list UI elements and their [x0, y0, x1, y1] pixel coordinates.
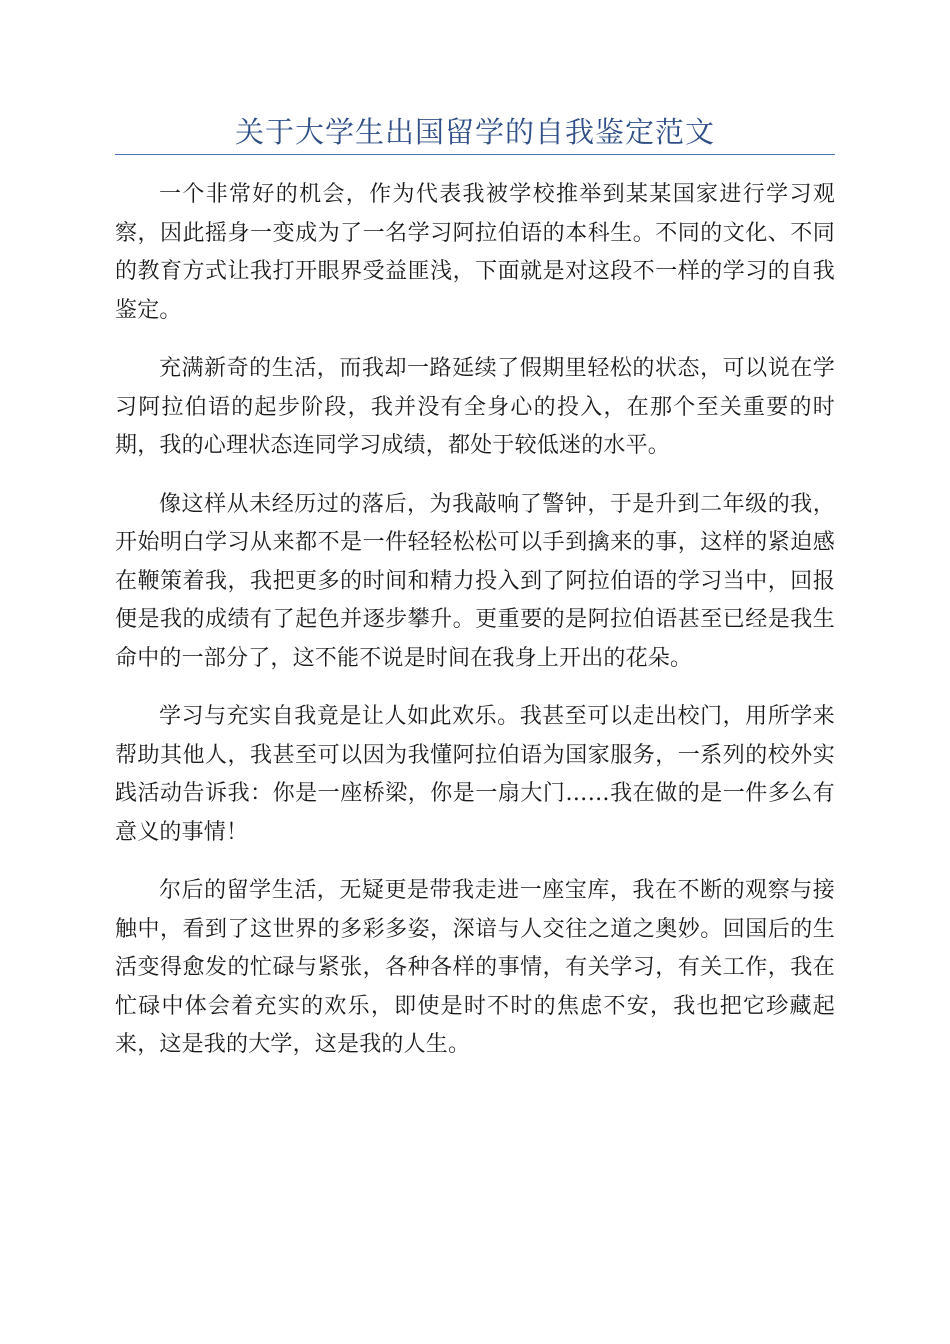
paragraph-2: 充满新奇的生活，而我却一路延续了假期里轻松的状态，可以说在学习阿拉伯语的起步阶段，我并没有全身心的投入，在那个至关重要的时期，我的心理状态连同学习成绩，都处于较低迷的水平。 [115, 356, 835, 458]
paragraph-3: 像这样从未经历过的落后，为我敲响了警钟，于是升到二年级的我，开始明白学习从来都不是一件轻轻松松可以手到擒来的事，这样的紧迫感在鞭策着我，我把更多的时间和精力投入到了阿拉伯语的学习当中，回报便是我的成绩有了起色并逐步攀升。更重要的是阿拉伯语甚至已经是我生命中的一部分了，这不能不说是时间在我身上开出的花朵。 [115, 491, 835, 671]
paragraph-5: 尔后的留学生活，无疑更是带我走进一座宝库，我在不断的观察与接触中，看到了这世界的多彩多姿，深谙与人交往之道之奥妙。回国后的生活变得愈发的忙碌与紧张，各种各样的事情，有关学习，有关工作，我在忙碌中体会着充实的欢乐，即使是时不时的焦虑不安，我也把它珍藏起来，这是我的大学，这是我的人生。 [115, 878, 835, 1057]
document-body [115, 176, 835, 1085]
paragraph-4: 学习与充实自我竟是让人如此欢乐。我甚至可以走出校门，用所学来帮助其他人，我甚至可以因为我懂阿拉伯语为国家服务，一系列的校外实践活动告诉我：你是一座桥梁，你是一扇大门……我在做的是一件多么有意义的事情！ [115, 704, 835, 845]
title-underline [115, 154, 835, 155]
document-title: 关于大学生出国留学的自我鉴定范文 [234, 115, 715, 149]
paragraph-1: 一个非常好的机会，作为代表我被学校推举到某某国家进行学习观察，因此摇身一变成为了一名学习阿拉伯语的本科生。不同的文化、不同的教育方式让我打开眼界受益匪浅，下面就是对这段不一样的学习的自我鉴定。 [115, 182, 835, 323]
